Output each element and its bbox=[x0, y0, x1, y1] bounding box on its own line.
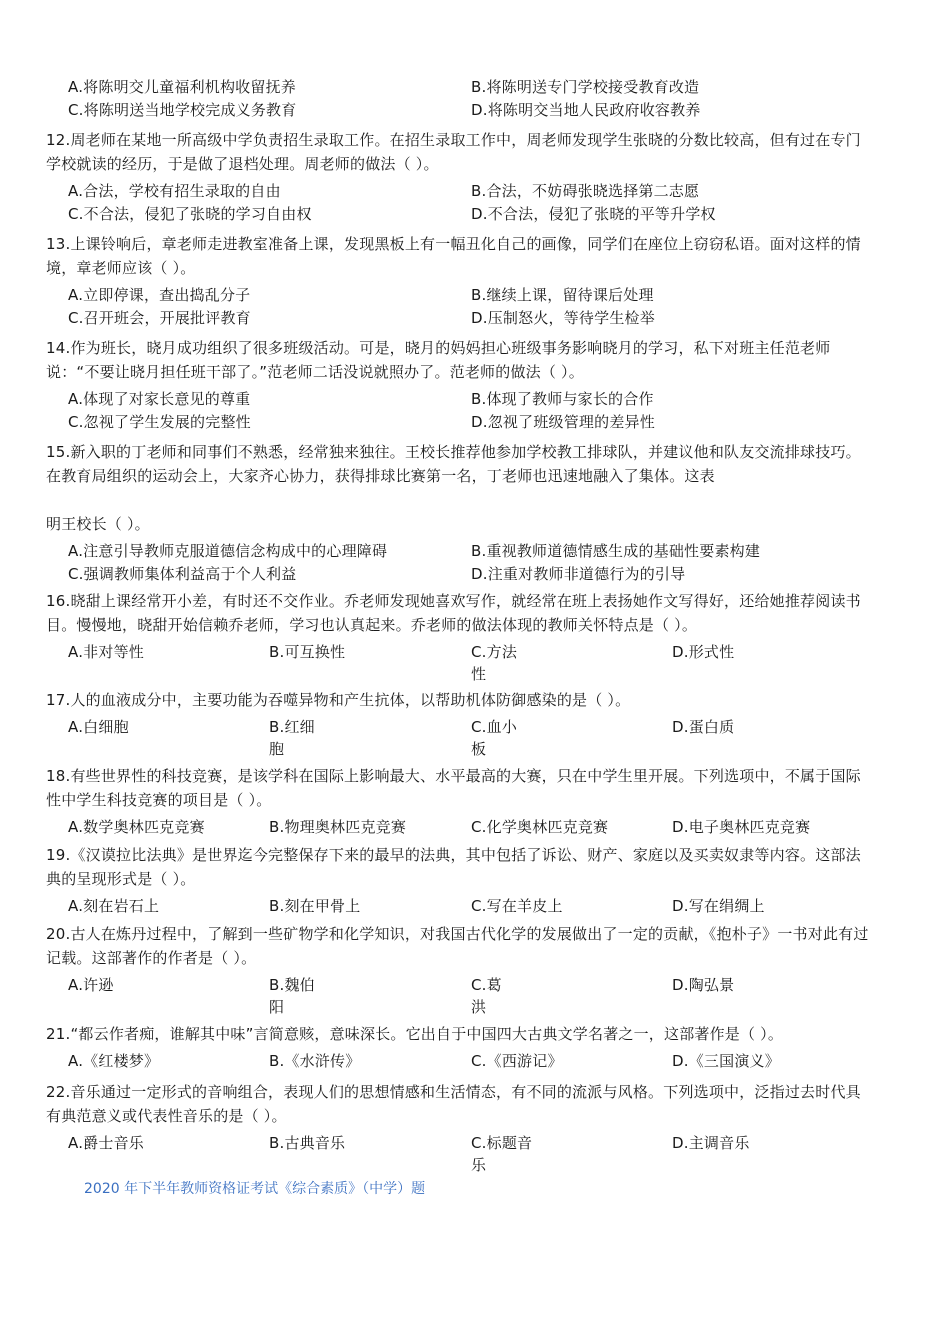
option-a[interactable]: A.立即停课，查出捣乱分子 bbox=[68, 286, 251, 304]
question-text: 14.作为班长，晓月成功组织了很多班级活动。可是，晓月的妈妈担心班级事务影响晓月的学习，私下对班主任范老师说：“不要让晓月担任班干部了。”范老师二话没说就照办了。范老师的做法（ ）。 bbox=[46, 339, 831, 381]
option-d[interactable]: D.蛋白质 bbox=[672, 718, 735, 736]
option-b[interactable]: B.继续上课，留待课后处理 bbox=[471, 286, 654, 304]
option-a[interactable]: A.注意引导教师克服道德信念构成中的心理障碍 bbox=[68, 542, 388, 560]
option-b[interactable]: B.可互换性 bbox=[269, 643, 346, 661]
question-21 bbox=[46, 1022, 876, 1073]
option-d[interactable]: D.《三国演义》 bbox=[672, 1052, 780, 1070]
question-13 bbox=[46, 232, 876, 330]
options bbox=[68, 895, 876, 918]
question-22 bbox=[46, 1080, 876, 1176]
question-17 bbox=[46, 688, 876, 760]
option-a[interactable]: A.将陈明交儿童福利机构收留抚养 bbox=[68, 78, 296, 96]
option-c[interactable]: C.不合法，侵犯了张晓的学习自由权 bbox=[68, 205, 312, 223]
options bbox=[68, 716, 876, 760]
options bbox=[68, 1050, 876, 1073]
question-text: 19.《汉谟拉比法典》是世界迄今完整保存下来的最早的法典，其中包括了诉讼、财产、家庭以及买卖奴隶等内容。这部法典的呈现形式是（ ）。 bbox=[46, 846, 861, 888]
option-b[interactable]: B.古典音乐 bbox=[269, 1134, 346, 1152]
option-b[interactable]: B.重视教师道德情感生成的基础性要素构建 bbox=[471, 542, 761, 560]
option-a[interactable]: A.数学奥林匹克竞赛 bbox=[68, 818, 205, 836]
option-a[interactable]: A.体现了对家长意见的尊重 bbox=[68, 390, 251, 408]
option-c[interactable]: C.标题音乐 bbox=[471, 1134, 533, 1174]
options bbox=[68, 388, 876, 434]
question-19 bbox=[46, 843, 876, 918]
option-c[interactable]: C.方法性 bbox=[471, 643, 518, 683]
option-d[interactable]: D.将陈明交当地人民政府收容教养 bbox=[471, 101, 701, 119]
question-20 bbox=[46, 922, 876, 1018]
option-a[interactable]: A.爵士音乐 bbox=[68, 1134, 144, 1152]
option-c[interactable]: C.葛洪 bbox=[471, 976, 502, 1016]
option-b[interactable]: B.体现了教师与家长的合作 bbox=[471, 390, 654, 408]
option-d[interactable]: D.忽视了班级管理的差异性 bbox=[471, 413, 655, 431]
question-text: 12.周老师在某地一所高级中学负责招生录取工作。在招生录取工作中，周老师发现学生张晓的分数比较高，但有过在专门学校就读的经历，于是做了退档处理。周老师的做法（ ）。 bbox=[46, 131, 861, 173]
question-text: 13.上课铃响后，章老师走进教室准备上课，发现黑板上有一幅丑化自己的画像，同学们在座位上窃窃私语。面对这样的情境，章老师应该（ ）。 bbox=[46, 235, 861, 277]
question-text: 17.人的血液成分中，主要功能为吞噬异物和产生抗体，以帮助机体防御感染的是（ ）。 bbox=[46, 691, 631, 709]
options bbox=[68, 1132, 876, 1176]
option-a[interactable]: A.《红楼梦》 bbox=[68, 1052, 160, 1070]
question-16 bbox=[46, 589, 876, 685]
question-text-continued: 明王校长（ ）。 bbox=[46, 515, 150, 533]
question-18 bbox=[46, 764, 876, 839]
document-footer: 2020 年下半年教师资格证考试《综合素质》（中学）题 bbox=[84, 1181, 426, 1197]
option-b[interactable]: B.魏伯阳 bbox=[269, 976, 315, 1016]
option-c[interactable]: C.化学奥林匹克竞赛 bbox=[471, 818, 609, 836]
question-12 bbox=[46, 128, 876, 226]
question-text: 16.晓甜上课经常开小差，有时还不交作业。乔老师发现她喜欢写作，就经常在班上表扬她作文写得好，还给她推荐阅读书目。慢慢地，晓甜开始信赖乔老师，学习也认真起来。乔老师的做法体现的教师关怀特点是（ ）。 bbox=[46, 592, 861, 634]
option-c[interactable]: C.将陈明送当地学校完成义务教育 bbox=[68, 101, 297, 119]
options bbox=[68, 284, 876, 330]
option-c[interactable]: C.写在羊皮上 bbox=[471, 897, 563, 915]
option-b[interactable]: B.《水浒传》 bbox=[269, 1052, 361, 1070]
options bbox=[68, 540, 876, 586]
question-text: 21.“都云作者痴，谁解其中味”言简意赅，意味深长。它出自于中国四大古典文学名著之一，这部著作是（ ）。 bbox=[46, 1025, 784, 1043]
option-d[interactable]: D.陶弘景 bbox=[672, 976, 735, 994]
option-b[interactable]: B.红细胞 bbox=[269, 718, 315, 758]
option-c[interactable]: C.血小板 bbox=[471, 718, 518, 758]
options bbox=[68, 974, 876, 1018]
question-14 bbox=[46, 336, 876, 434]
option-a[interactable]: A.许逊 bbox=[68, 976, 114, 994]
option-c[interactable]: C.召开班会，开展批评教育 bbox=[68, 309, 251, 327]
option-c[interactable]: C.《西游记》 bbox=[471, 1052, 563, 1070]
question-text: 22.音乐通过一定形式的音响组合，表现人们的思想情感和生活情态，有不同的流派与风格。下列选项中，泛指过去时代具有典范意义或代表性音乐的是（ ）。 bbox=[46, 1083, 861, 1125]
option-d[interactable]: D.注重对教师非道德行为的引导 bbox=[471, 565, 686, 583]
option-b[interactable]: B.刻在甲骨上 bbox=[269, 897, 361, 915]
option-d[interactable]: D.压制怒火，等待学生检举 bbox=[471, 309, 655, 327]
option-a[interactable]: A.合法，学校有招生录取的自由 bbox=[68, 182, 281, 200]
option-b[interactable]: B.物理奥林匹克竞赛 bbox=[269, 818, 407, 836]
question-text: 20.古人在炼丹过程中，了解到一些矿物学和化学知识，对我国古代化学的发展做出了一定的贡献，《抱朴子》一书对此有过记载。这部著作的作者是（ ）。 bbox=[46, 925, 869, 967]
options bbox=[68, 76, 876, 122]
option-d[interactable]: D.写在绢绸上 bbox=[672, 897, 765, 915]
option-a[interactable]: A.白细胞 bbox=[68, 718, 129, 736]
option-d[interactable]: D.形式性 bbox=[672, 643, 735, 661]
option-c[interactable]: C.忽视了学生发展的完整性 bbox=[68, 413, 251, 431]
options bbox=[68, 816, 876, 839]
option-c[interactable]: C.强调教师集体利益高于个人利益 bbox=[68, 565, 297, 583]
option-a[interactable]: A.非对等性 bbox=[68, 643, 144, 661]
option-d[interactable]: D.主调音乐 bbox=[672, 1134, 750, 1152]
option-d[interactable]: D.不合法，侵犯了张晓的平等升学权 bbox=[471, 205, 716, 223]
options bbox=[68, 641, 876, 685]
question-11 bbox=[46, 76, 876, 122]
option-b[interactable]: B.合法，不妨碍张晓选择第二志愿 bbox=[471, 182, 700, 200]
question-text: 18.有些世界性的科技竞赛，是该学科在国际上影响最大、水平最高的大赛，只在中学生里开展。下列选项中，不属于国际性中学生科技竞赛的项目是（ ）。 bbox=[46, 767, 861, 809]
question-15 bbox=[46, 440, 876, 586]
option-a[interactable]: A.刻在岩石上 bbox=[68, 897, 160, 915]
options bbox=[68, 180, 876, 226]
option-b[interactable]: B.将陈明送专门学校接受教育改造 bbox=[471, 78, 700, 96]
question-text: 15.新入职的丁老师和同事们不熟悉，经常独来独往。王校长推荐他参加学校教工排球队，并建议他和队友交流排球技巧。在教育局组织的运动会上，大家齐心协力，获得排球比赛第一名，丁老师也迅速地融入了集体。这表 bbox=[46, 443, 861, 485]
option-d[interactable]: D.电子奥林匹克竞赛 bbox=[672, 818, 811, 836]
